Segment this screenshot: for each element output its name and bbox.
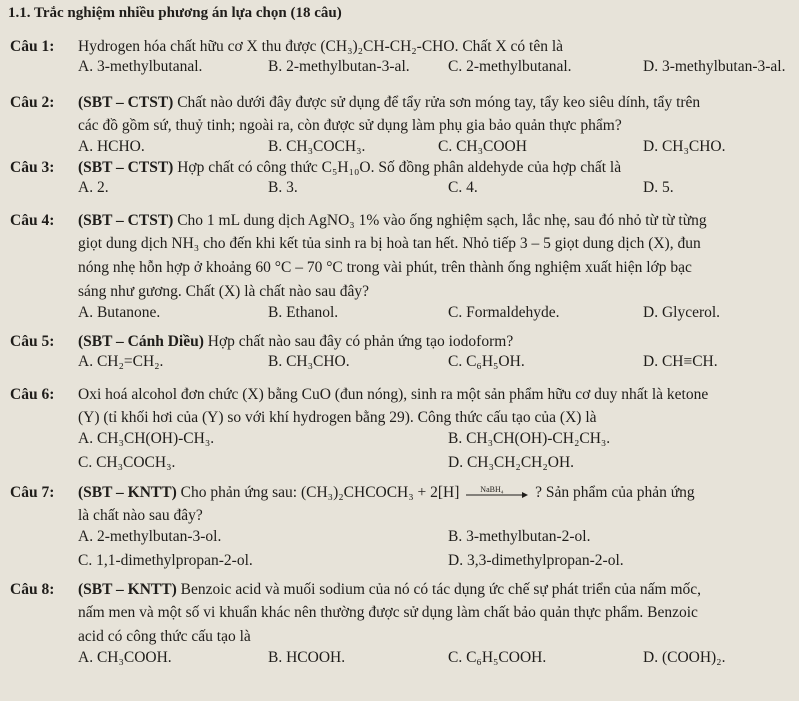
question-number: Câu 6: xyxy=(10,386,55,403)
question-number: Câu 3: xyxy=(10,159,55,176)
option-d: D. 3,3-dimethylpropan-2-ol. xyxy=(448,552,624,569)
question-7 xyxy=(10,482,791,576)
question-text-cont: các đồ gồm sứ, thuỷ tinh; ngoài ra, còn được sử dụng làm phụ gia bảo quản thực phẩm? xyxy=(78,117,622,134)
question-text: Cho phản ứng sau: (CH₃)₂CHCOCH₃ + 2[H] xyxy=(180,484,460,501)
option-c: C. C₆H₅OH. xyxy=(448,353,525,370)
options-row xyxy=(78,454,791,478)
question-source: (SBT – CTST) xyxy=(78,94,174,111)
question-text: Cho 1 mL dung dịch AgNO₃ 1% vào ống nghiệm sạch, lắc nhẹ, sau đó nhỏ từ từ từng xyxy=(177,212,707,229)
question-8 xyxy=(10,579,791,673)
question-text-cont: là chất nào sau đây? xyxy=(78,507,203,524)
question-text-cont: nấm men và một số vi khuẩn khác nên thường được sử dụng làm chất bảo quản thực phẩm. Benzoic xyxy=(78,604,698,621)
option-b: B. Ethanol. xyxy=(268,304,339,321)
option-d: D. (COOH)₂. xyxy=(643,649,726,666)
option-b: B. CH₃CH(OH)-CH₂CH₃. xyxy=(448,430,611,447)
question-number: Câu 4: xyxy=(10,212,55,229)
option-a: A. CH₃CH(OH)-CH₃. xyxy=(78,430,215,447)
question-number: Câu 1: xyxy=(10,38,55,55)
option-d: D. CH₃CHO. xyxy=(643,138,726,155)
option-b: B. 3. xyxy=(268,179,298,196)
question-number: Câu 7: xyxy=(10,484,55,501)
option-b: B. CH₃CHO. xyxy=(268,353,350,370)
question-source: (SBT – KNTT) xyxy=(78,484,177,501)
option-c: C. CH₃COOH xyxy=(438,138,527,155)
question-source: (SBT – Cánh Diều) xyxy=(78,333,204,350)
question-text: Hydrogen hóa chất hữu cơ X thu được (CH₃)₂CH-CH₂-CHO. Chất X có tên là xyxy=(78,38,564,55)
option-d: D. CH≡CH. xyxy=(643,353,718,370)
option-c: C. 1,1-dimethylpropan-2-ol. xyxy=(78,552,253,569)
option-d: D. 5. xyxy=(643,179,674,196)
question-number: Câu 5: xyxy=(10,333,55,350)
option-c: C. CH₃COCH₃. xyxy=(78,454,176,471)
options-row xyxy=(78,353,791,377)
option-a: A. Butanone. xyxy=(78,304,161,321)
options-row xyxy=(78,179,791,203)
option-a: A. CH₂=CH₂. xyxy=(78,353,164,370)
option-a: A. HCHO. xyxy=(78,138,145,155)
option-a: A. CH₃COOH. xyxy=(78,649,172,666)
question-text: Chất nào dưới đây được sử dụng để tẩy rửa sơn móng tay, tẩy keo siêu dính, tẩy trên xyxy=(177,94,701,111)
option-d: D. Glycerol. xyxy=(643,304,721,321)
question-text-tail: ? Sản phẩm của phản ứng xyxy=(535,484,695,501)
question-text-cont: acid có công thức cấu tạo là xyxy=(78,628,251,645)
question-text-cont: nóng nhẹ hỗn hợp ở khoảng 60 °C – 70 °C trong vài phút, trên thành ống nghiệm xuất hiện lớp bạc xyxy=(78,259,692,276)
options-row xyxy=(78,430,791,454)
options-row xyxy=(78,304,791,328)
question-number: Câu 2: xyxy=(10,94,55,111)
arrow-icon xyxy=(466,486,528,500)
option-a: A. 3-methylbutanal. xyxy=(78,58,203,75)
question-text-cont: sáng như gương. Chất (X) là chất nào sau đây? xyxy=(78,283,370,300)
section-title: 1.1. Trắc nghiệm nhiều phương án lựa chọn (18 câu) xyxy=(8,5,342,21)
question-source: (SBT – KNTT) xyxy=(78,581,177,598)
question-text: Hợp chất nào sau đây có phản ứng tạo iodoform? xyxy=(207,333,514,350)
option-c: C. Formaldehyde. xyxy=(448,304,560,321)
question-text: Oxi hoá alcohol đơn chức (X) bằng CuO (đun nóng), sinh ra một sản phẩm hữu cơ duy nhất là ketone xyxy=(78,386,709,403)
question-6 xyxy=(10,384,791,478)
question-2 xyxy=(10,92,791,162)
question-text: Hợp chất có công thức C₅H₁₀O. Số đồng phân aldehyde của hợp chất là xyxy=(177,159,622,176)
question-5 xyxy=(10,331,791,377)
option-c: C. C₆H₅COOH. xyxy=(448,649,547,666)
option-d: D. CH₃CH₂CH₂OH. xyxy=(448,454,575,471)
question-source: (SBT – CTST) xyxy=(78,159,174,176)
options-row xyxy=(78,552,791,576)
question-text: Benzoic acid và muối sodium của nó có tác dụng ức chế sự phát triển của nấm mốc, xyxy=(180,581,702,598)
options-row xyxy=(78,649,791,673)
question-4 xyxy=(10,210,791,328)
question-1 xyxy=(10,36,791,82)
option-b: B. CH₃COCH₃. xyxy=(268,138,366,155)
reagent-label: NaBH₄ xyxy=(480,485,504,495)
option-d: D. 3-methylbutan-3-al. xyxy=(643,58,786,75)
reaction-arrow xyxy=(466,486,528,500)
option-a: A. 2. xyxy=(78,179,109,196)
options-row xyxy=(78,58,791,82)
question-3 xyxy=(10,157,791,203)
question-text-cont: giọt dung dịch NH₃ cho đến khi kết tủa sinh ra bị hoà tan hết. Nhỏ tiếp 3 – 5 giọt dung dịch (X), đun xyxy=(78,235,701,252)
question-text-cont: (Y) (tỉ khối hơi của (Y) so với khí hydrogen bằng 29). Công thức cấu tạo của (X) là xyxy=(78,409,597,426)
option-c: C. 2-methylbutanal. xyxy=(448,58,572,75)
options-row xyxy=(78,528,791,552)
option-c: C. 4. xyxy=(448,179,478,196)
question-number: Câu 8: xyxy=(10,581,55,598)
option-b: B. HCOOH. xyxy=(268,649,346,666)
option-a: A. 2-methylbutan-3-ol. xyxy=(78,528,222,545)
option-b: B. 3-methylbutan-2-ol. xyxy=(448,528,591,545)
option-b: B. 2-methylbutan-3-al. xyxy=(268,58,410,75)
question-source: (SBT – CTST) xyxy=(78,212,174,229)
